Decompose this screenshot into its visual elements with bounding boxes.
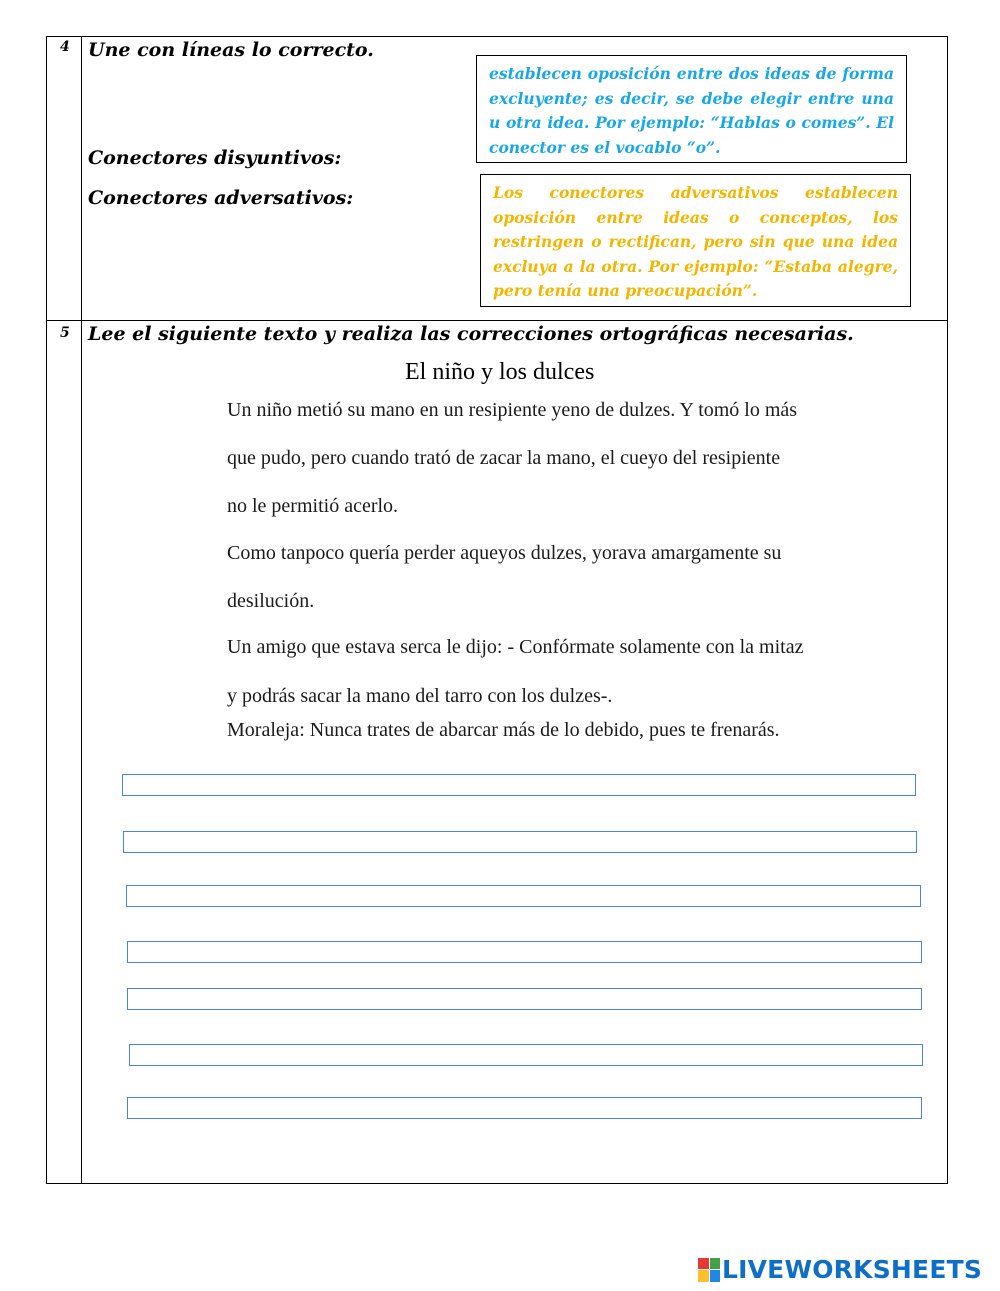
definition-box-disjunctive[interactable]: establecen oposición entre dos ideas de forma excluyente; es decir, se debe elegir entre una u otra idea. Por ejemplo: “Hablas o comes”. El conector es el vocablo “o”.: [476, 55, 907, 163]
question-5-instruction: Lee el siguiente texto y realiza las correcciones ortográficas necesarias.: [88, 323, 854, 345]
row-divider: [47, 320, 947, 321]
story-line: no le permitió acerlo.: [227, 495, 399, 517]
label-disjunctive-connectors[interactable]: Conectores disyuntivos:: [88, 147, 342, 169]
story-line: Moraleja: Nunca trates de abarcar más de lo debido, pues te frenarás.: [227, 719, 780, 741]
question-4-instruction: Une con líneas lo correcto.: [88, 39, 374, 61]
story-line: desilución.: [227, 590, 315, 612]
answer-line-7[interactable]: [127, 1097, 922, 1119]
answer-line-4[interactable]: [127, 941, 922, 963]
definition-box-adversative[interactable]: Los conectores adversativos establecen oposición entre ideas o conceptos, los restringen o rectifican, pero sin que una idea excluya a la otra. Por ejemplo: “Estaba alegre, pero tenía una preocupación”.: [480, 174, 911, 307]
liveworksheets-logo-icon: [698, 1258, 720, 1282]
story-line: Como tanpoco quería perder aqueyos dulzes, yorava amargamente su: [227, 542, 782, 564]
story-line: Un amigo que estava serca le dijo: - Confórmate solamente con la mitaz: [227, 636, 804, 658]
answer-line-2[interactable]: [123, 831, 917, 853]
worksheet-table: [46, 36, 948, 1184]
question-number-5: 5: [60, 325, 70, 341]
story-line: que pudo, pero cuando trató de zacar la mano, el cueyo del resipiente: [227, 447, 781, 469]
answer-line-6[interactable]: [129, 1044, 923, 1066]
brand-name: LIVEWORKSHEETS: [722, 1255, 983, 1284]
story-line: y podrás sacar la mano del tarro con los dulzes-.: [227, 685, 613, 707]
story-title: El niño y los dulces: [405, 359, 595, 385]
question-number-4: 4: [60, 39, 70, 55]
liveworksheets-brand[interactable]: [698, 1255, 982, 1284]
answer-line-3[interactable]: [126, 885, 921, 907]
number-column-divider: [81, 37, 82, 1183]
answer-line-1[interactable]: [122, 774, 916, 796]
story-line: Un niño metió su mano en un resipiente yeno de dulzes. Y tomó lo más: [227, 399, 798, 421]
label-adversative-connectors[interactable]: Conectores adversativos:: [88, 187, 354, 209]
answer-line-5[interactable]: [127, 988, 922, 1010]
